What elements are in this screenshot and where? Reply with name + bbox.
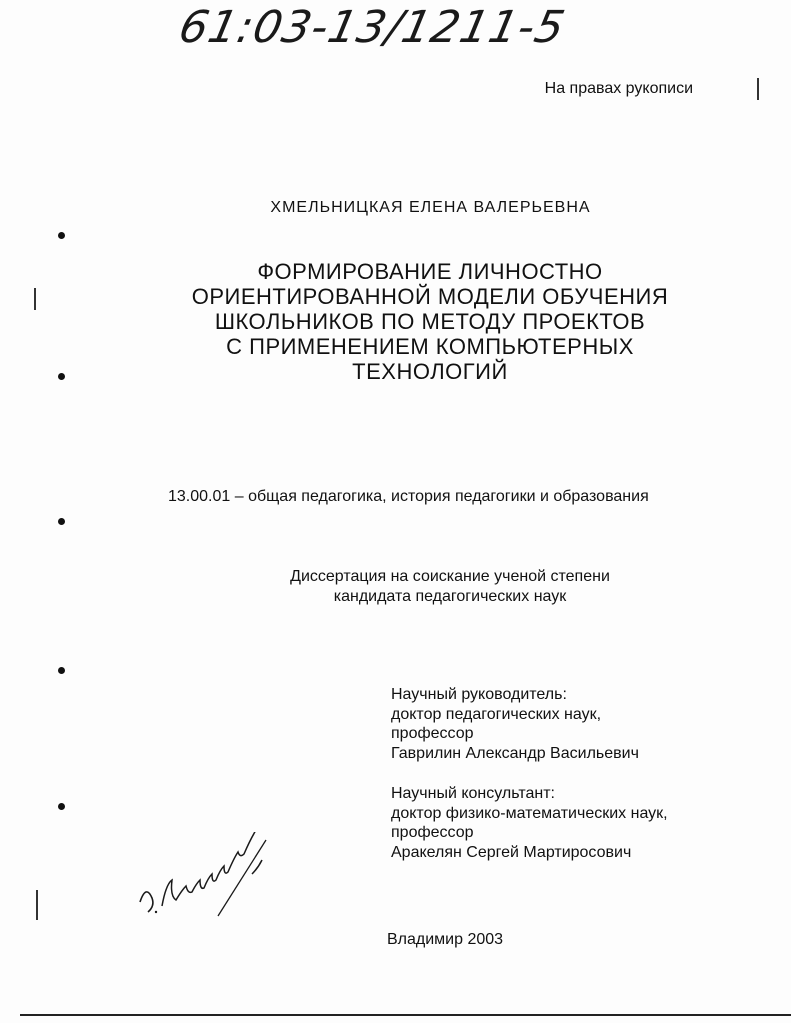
supervisor-rank: профессор — [391, 725, 474, 742]
specialty-code: 13.00.01 – общая педагогика, история педагогики и образования — [168, 488, 649, 505]
author-name: ХМЕЛЬНИЦКАЯ ЕЛЕНА ВАЛЕРЬЕВНА — [270, 199, 591, 216]
consultant-degree: доктор физико-математических наук, — [391, 804, 668, 822]
consultant-role: Научный консультант: — [391, 785, 555, 802]
supervisor-name: Гаврилин Александр Васильевич — [391, 744, 639, 762]
title-line: ШКОЛЬНИКОВ ПО МЕТОДУ ПРОЕКТОВ — [214, 309, 646, 334]
degree-statement — [240, 567, 660, 607]
title-line: ТЕХНОЛОГИЙ — [352, 359, 508, 384]
consultant-rank: профессор — [391, 824, 474, 841]
manuscript-note: На правах рукописи — [544, 80, 693, 97]
consultant-block — [391, 784, 668, 862]
degree-line: кандидата педагогических наук — [333, 588, 567, 605]
consultant-name: Аракелян Сергей Мартиросович — [391, 843, 632, 861]
scan-edge-mark — [36, 890, 38, 920]
title-line: ФОРМИРОВАНИЕ ЛИЧНОСТНО — [257, 259, 603, 284]
punch-hole-mark — [58, 232, 65, 239]
author-signature — [134, 832, 284, 922]
supervisor-block — [391, 685, 639, 763]
supervisor-role: Научный руководитель: — [391, 686, 567, 703]
scan-edge-line — [20, 1014, 791, 1016]
scan-edge-mark — [757, 78, 759, 100]
punch-hole-mark — [58, 518, 65, 525]
punch-hole-mark — [58, 373, 65, 380]
dissertation-title — [150, 259, 710, 384]
scan-edge-mark — [34, 288, 36, 310]
title-line: С ПРИМЕНЕНИЕМ КОМПЬЮТЕРНЫХ — [226, 334, 634, 359]
title-line: ОРИЕНТИРОВАННОЙ МОДЕЛИ ОБУЧЕНИЯ — [191, 284, 669, 309]
city-year: Владимир 2003 — [387, 931, 504, 948]
degree-line: Диссертация на соискание ученой степени — [290, 568, 610, 585]
catalog-code-handwritten: 61:03-13/1211-5 — [174, 2, 570, 53]
punch-hole-mark — [58, 803, 65, 810]
punch-hole-mark — [58, 667, 65, 674]
supervisor-degree: доктор педагогических наук, — [391, 705, 602, 723]
